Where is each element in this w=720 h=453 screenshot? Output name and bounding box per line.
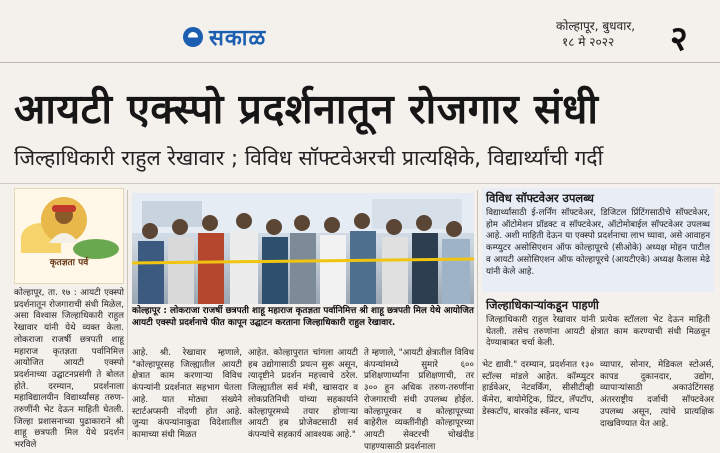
event-photo	[132, 193, 474, 304]
headline: आयटी एक्स्पो प्रदर्शनातून रोजगार संधी	[14, 85, 599, 133]
left-column-text: कोल्हापूर, ता. १७ : आयटी एक्स्पो प्रदर्शनातून रोजगाराची संधी मिळेल, असा विश्वास जिल्हाधिकारी राहुल रेखावार यांनी येथे व्यक्त केला. लोकराजा राजर्षी छत्रपती शाहू महाराज कृतज्ञता पर्वानिमित्त आयोजित आयटी एक्स्पो प्रदर्शनाच्या उद्घाटनप्रसंगी ते बोलत होते. दरम्यान, प्रदर्शनाला महाविद्यालयीन विद्यार्थ्यांसह तरुण-तरुणींनी भेट देऊन माहिती घेतली. जिल्हा प्रशासनाच्या पुढाकाराने श्री शाहू छत्रपती मिल येथे प्रदर्शन भरविले	[14, 288, 124, 451]
inspection-box	[482, 296, 714, 354]
column-divider	[477, 190, 478, 440]
event-poster	[14, 188, 124, 284]
masthead	[0, 0, 720, 62]
article-column-4: भेट द्यावी." दरम्यान, प्रदर्शनात १३० स्टॉल्स मांडले आहेत. कॉम्प्युटर हार्डवेअर, नेटवर्किंग, सीसीटीव्ही कॅमेरा, बायोमेट्रिक, प्रिंटर, लॅपटॉप, डेस्कटॉप, बारकोड स्कॅनर, धान्य	[482, 360, 594, 417]
masthead-rule	[0, 62, 720, 63]
inspection-box-title: जिल्हाधिकाऱ्यांकडून पाहणी	[486, 298, 599, 312]
logo-text: सकाळ	[209, 26, 267, 51]
article-column-1: आहे. श्री. रेखावार म्हणाले, "कोल्हापूरसह जिल्ह्यातील आयटी क्षेत्रात काम करणाऱ्या विविध कंपन्यांनी प्रदर्शनात सहभाग घेतला आहे. यात मोठ्या संख्येने स्टार्टअप्सनी नोंदणी होत आहे. जुन्या कंपन्यांनाकुढा विदेशातील कामाच्या संधी मिळत	[132, 348, 242, 440]
software-box	[482, 188, 714, 292]
inspection-box-text: जिल्हाधिकारी राहुल रेखावार यांनी प्रत्येक स्टॉलला भेट देऊन माहिती घेतली. तसेच तरुणांना आयटी क्षेत्रात काम करण्याची संधी मिळवून देण्याबाबत चर्चा केली.	[486, 315, 710, 349]
article-column-3: ते म्हणाले, "आयटी क्षेत्रातील विविध कंपन्यांमध्ये सुमारे ६०० प्रशिक्षणार्थ्यांना प्रशिक्षणाची, तर ३०० हून अधिक तरुण-तरुणींना रोजगाराची संधी उपलब्ध होईल. कोल्हापूरकर व कोल्हापूरच्या बाहेरील व्यक्तींनीही कोल्हापूरच्या आयटी सेक्टरची चोखंदीड पाहण्यासाठी प्रदर्शनाला	[364, 348, 474, 452]
article-column-5: व्यापार, सोनार, मेडिकल स्टोअर्स, कापड दुकानदार, उद्योग, व्यापाऱ्यांसाठी अकाउंटिंगसह अंतरराष्ट्रीय दर्जाची सॉफ्टवेअर उपलब्ध असून, त्यांचे प्रात्यक्षिक दाखविण्यात येत आहे.	[600, 360, 714, 429]
column-divider	[127, 190, 128, 440]
date-value: १८ मे २०२२	[562, 35, 615, 49]
newspaper-logo	[183, 22, 266, 52]
dateline	[556, 18, 656, 50]
subheadline: जिल्हाधिकारी राहुल रेखावार ; विविध सॉफ्टवेअरची प्रात्यक्षिके, विद्यार्थ्यांची गर्दी	[14, 146, 604, 170]
photo-caption: कोल्हापूर : लोकराजा राजर्षी छत्रपती शाहू महाराज कृतज्ञता पर्वानिमित्त श्री शाहू छत्रपती मिल येथे आयोजित आयटी एक्स्पो प्रदर्शनाचे फीत कापून उद्घाटन करताना जिल्हाधिकारी राहुल रेखावार.	[132, 306, 474, 328]
subhead-rule	[0, 183, 720, 184]
photo-people-graphic	[132, 193, 474, 304]
date-place-day: कोल्हापूर, बुधवार,	[556, 19, 636, 33]
logo-emblem-icon	[183, 27, 203, 47]
software-box-text: विद्यार्थ्यांसाठी ई-लर्निंग सॉफ्टवेअर, डिजिटल प्रिंटिंगसाठीचे सॉफ्टवेअर, होम ऑटोमेशन प्रॉडक्ट व सॉफ्टवेअर, ऑटोमोबाईल सॉफ्टवेअर उपलब्ध आहे. अशी माहिती देऊन या एक्स्पो प्रदर्शनाचा लाभ घ्यावा, असे आवाहन कम्प्युटर असोसिएशन ऑफ कोल्हापूरचे (सीओके) अध्यक्ष मोहन पाटील व आयटी असोसिएशन ऑफ कोल्हापूरचे (आयटीएके) अध्यक्ष कैलास मेढे यांनी केले आहे.	[486, 208, 710, 277]
page-number: २	[670, 19, 688, 59]
poster-title: कृतज्ञता पर्व	[49, 258, 89, 268]
article-column-2: आहेत. कोल्हापुरात चांगला आयटी हब उद्योगासाठी प्रयत्न सुरू असून, त्यादृष्टीने प्रदर्शन महत्त्वाचे ठरेल. जिल्ह्यातील सर्व मंत्री, खासदार व लोकप्रतिनिधी यांच्या सहकार्याने कोल्हापूरमध्ये तयार होणाऱ्या आयटी हब प्रोजेक्टसाठी सर्व कंपन्यांचे सहकार्य आवश्यक आहे."	[248, 348, 358, 440]
software-box-title: विविध सॉफ्टवेअर उपलब्ध	[486, 191, 594, 205]
portrait-icon	[41, 197, 87, 243]
